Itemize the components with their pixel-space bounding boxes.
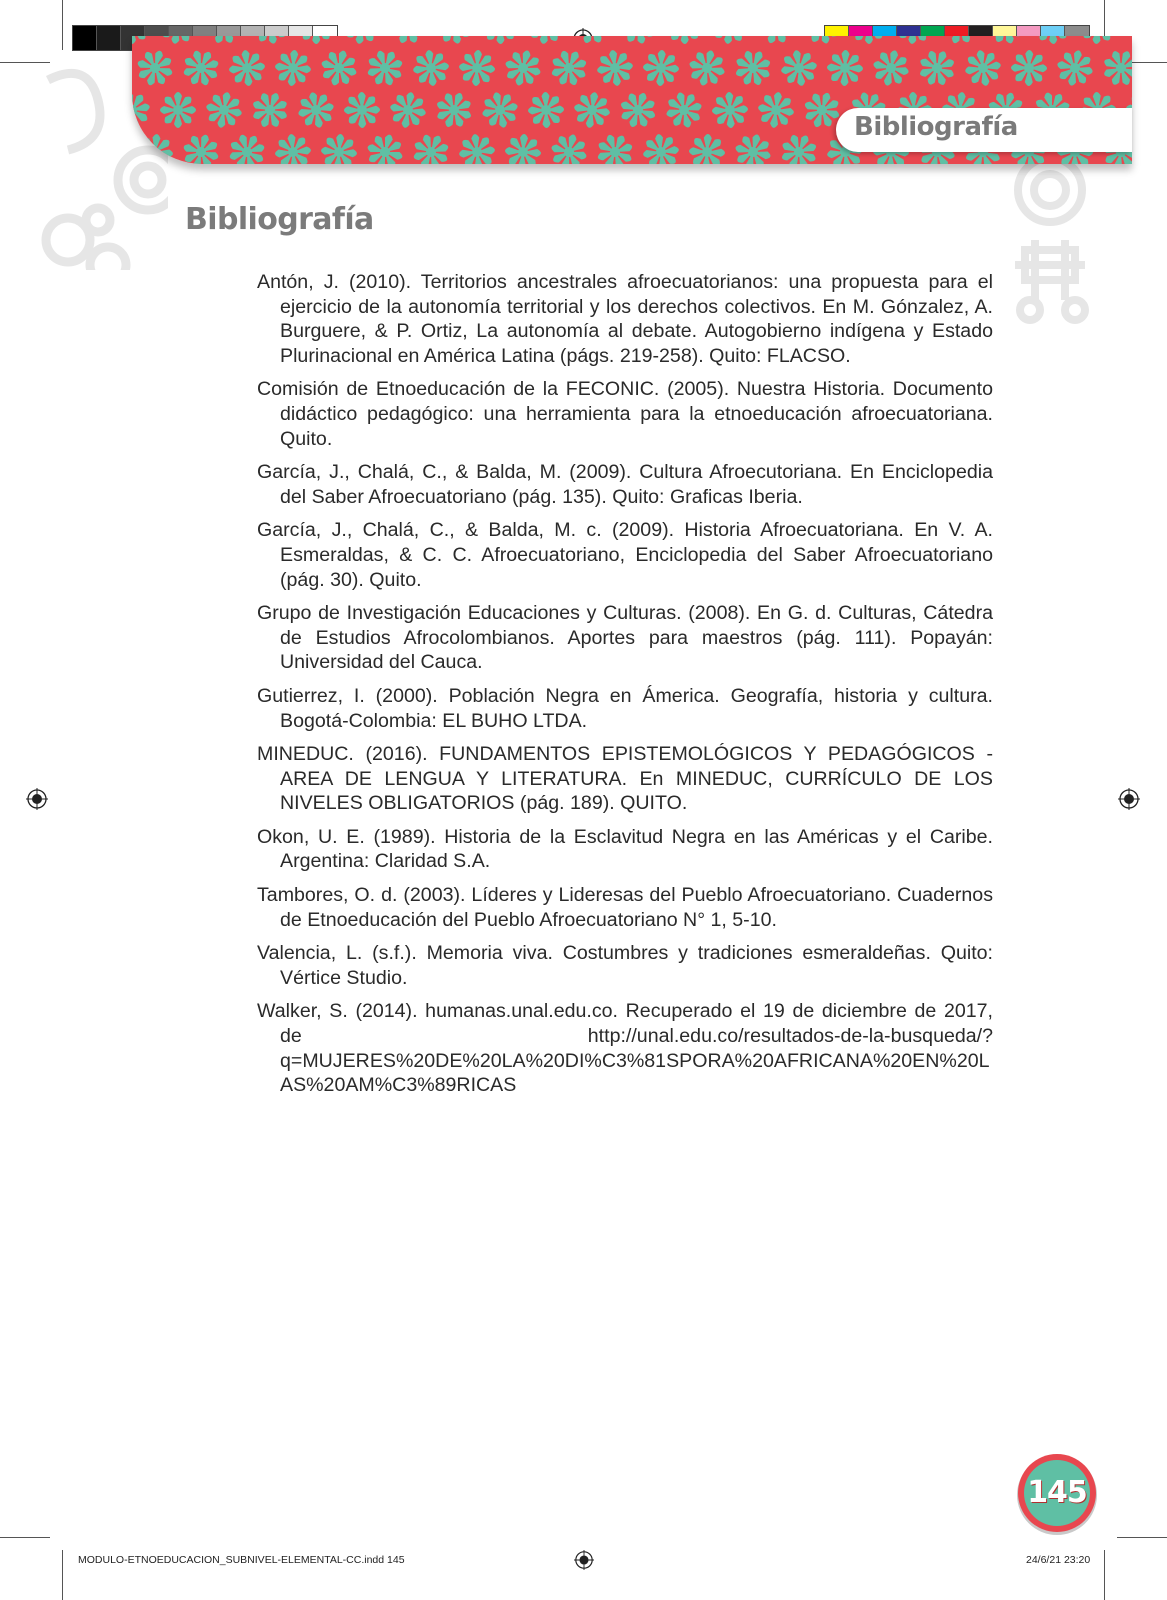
list-item: Grupo de Investigación Educaciones y Culturas. (2008). En G. d. Culturas, Cátedra de Estudios Afrocolombianos. Aportes para maestros (pág. 111). Popayán: Universidad del Cauca. bbox=[257, 602, 993, 674]
registration-mark-icon bbox=[1118, 788, 1140, 810]
registration-mark-icon bbox=[574, 1550, 594, 1570]
page-number: 145 bbox=[1027, 1475, 1087, 1510]
bibliography-list bbox=[257, 270, 993, 1107]
flower-pattern-icon bbox=[160, 92, 196, 128]
footer-timestamp: 24/6/21 23:20 bbox=[1026, 1554, 1091, 1566]
list-item: Antón, J. (2010). Territorios ancestrales afroecuatorianos: una propuesta para el ejercicio de la autonomía territorial y los derechos colectivos. En M. Gónzalez, A. Burguere, & P. Ortiz, La autonomía al debate. Autogobierno indígena y Estado Plurinacional en América Latina (págs. 219-258). Quito: FLACSO. bbox=[257, 271, 993, 367]
list-item: Comisión de Etnoeducación de la FECONIC. (2005). Nuestra Historia. Documento didáctico pedagógico: una herramienta para la etnoeducación afroecuatoriana. Quito. bbox=[257, 378, 993, 450]
list-item: Okon, U. E. (1989). Historia de la Esclavitud Negra en las Américas y el Caribe. Argentina: Claridad S.A. bbox=[257, 825, 993, 873]
registration-mark-icon bbox=[26, 788, 48, 810]
crop-mark bbox=[1117, 1537, 1167, 1538]
section-tab-title: Bibliografía bbox=[854, 112, 1018, 142]
list-item: Gutierrez, I. (2000). Población Negra en Ámerica. Geografía, historia y cultura. Bogotá-Colombia: EL BUHO LTDA. bbox=[257, 684, 993, 732]
crop-mark bbox=[0, 1537, 50, 1538]
crop-mark bbox=[1104, 1550, 1105, 1600]
list-item: Valencia, L. (s.f.). Memoria viva. Costumbres y tradiciones esmeraldeñas. Quito: Vértice Studio. bbox=[257, 942, 993, 989]
list-item: Tambores, O. d. (2003). Líderes y Lideresas del Pueblo Afroecuatoriano. Cuadernos de Etnoeducación del Pueblo Afroecuatoriano N° 1, 5-10. bbox=[257, 884, 993, 931]
page-number-badge bbox=[1014, 1450, 1100, 1536]
list-item: García, J., Chalá, C., & Balda, M. c. (2009). Historia Afroecuatoriana. En V. A. Esmeraldas, & C. C. Afroecuatoriano, Enciclopedia del Saber Afroecuatoriano (pág. 30). Quito. bbox=[257, 519, 993, 591]
header-section-tab bbox=[836, 108, 1132, 152]
list-item: García, J., Chalá, C., & Balda, M. (2009). Cultura Afroecutoriana. En Enciclopedia del Saber Afroecuatoriano (pág. 135). Quito: Graficas Iberia. bbox=[257, 461, 993, 508]
adinkra-ornament-icon bbox=[985, 150, 1115, 330]
crop-mark bbox=[62, 1550, 63, 1600]
footer-file-name: MODULO-ETNOEDUCACION_SUBNIVEL-ELEMENTAL-CC.indd 145 bbox=[78, 1554, 405, 1566]
list-item: MINEDUC. (2016). FUNDAMENTOS EPISTEMOLÓGICOS Y PEDAGÓGICOS - AREA DE LENGUA Y LITERATURA. En MINEDUC, CURRÍCULO DE LOS NIVELES OBLIGATORIOS (pág. 189). QUITO. bbox=[257, 743, 993, 815]
page-title: Bibliografía bbox=[185, 202, 374, 237]
list-item: Walker, S. (2014). humanas.unal.edu.co. Recuperado el 19 de diciembre de 2017, de http://unal.edu.co/resultados-de-la-busqueda/?q=MUJERES%20DE%20LA%20DI%C3%81SPORA%20AFRICANA%20EN%20LAS%20AM%C3%89RICAS bbox=[257, 1000, 993, 1097]
